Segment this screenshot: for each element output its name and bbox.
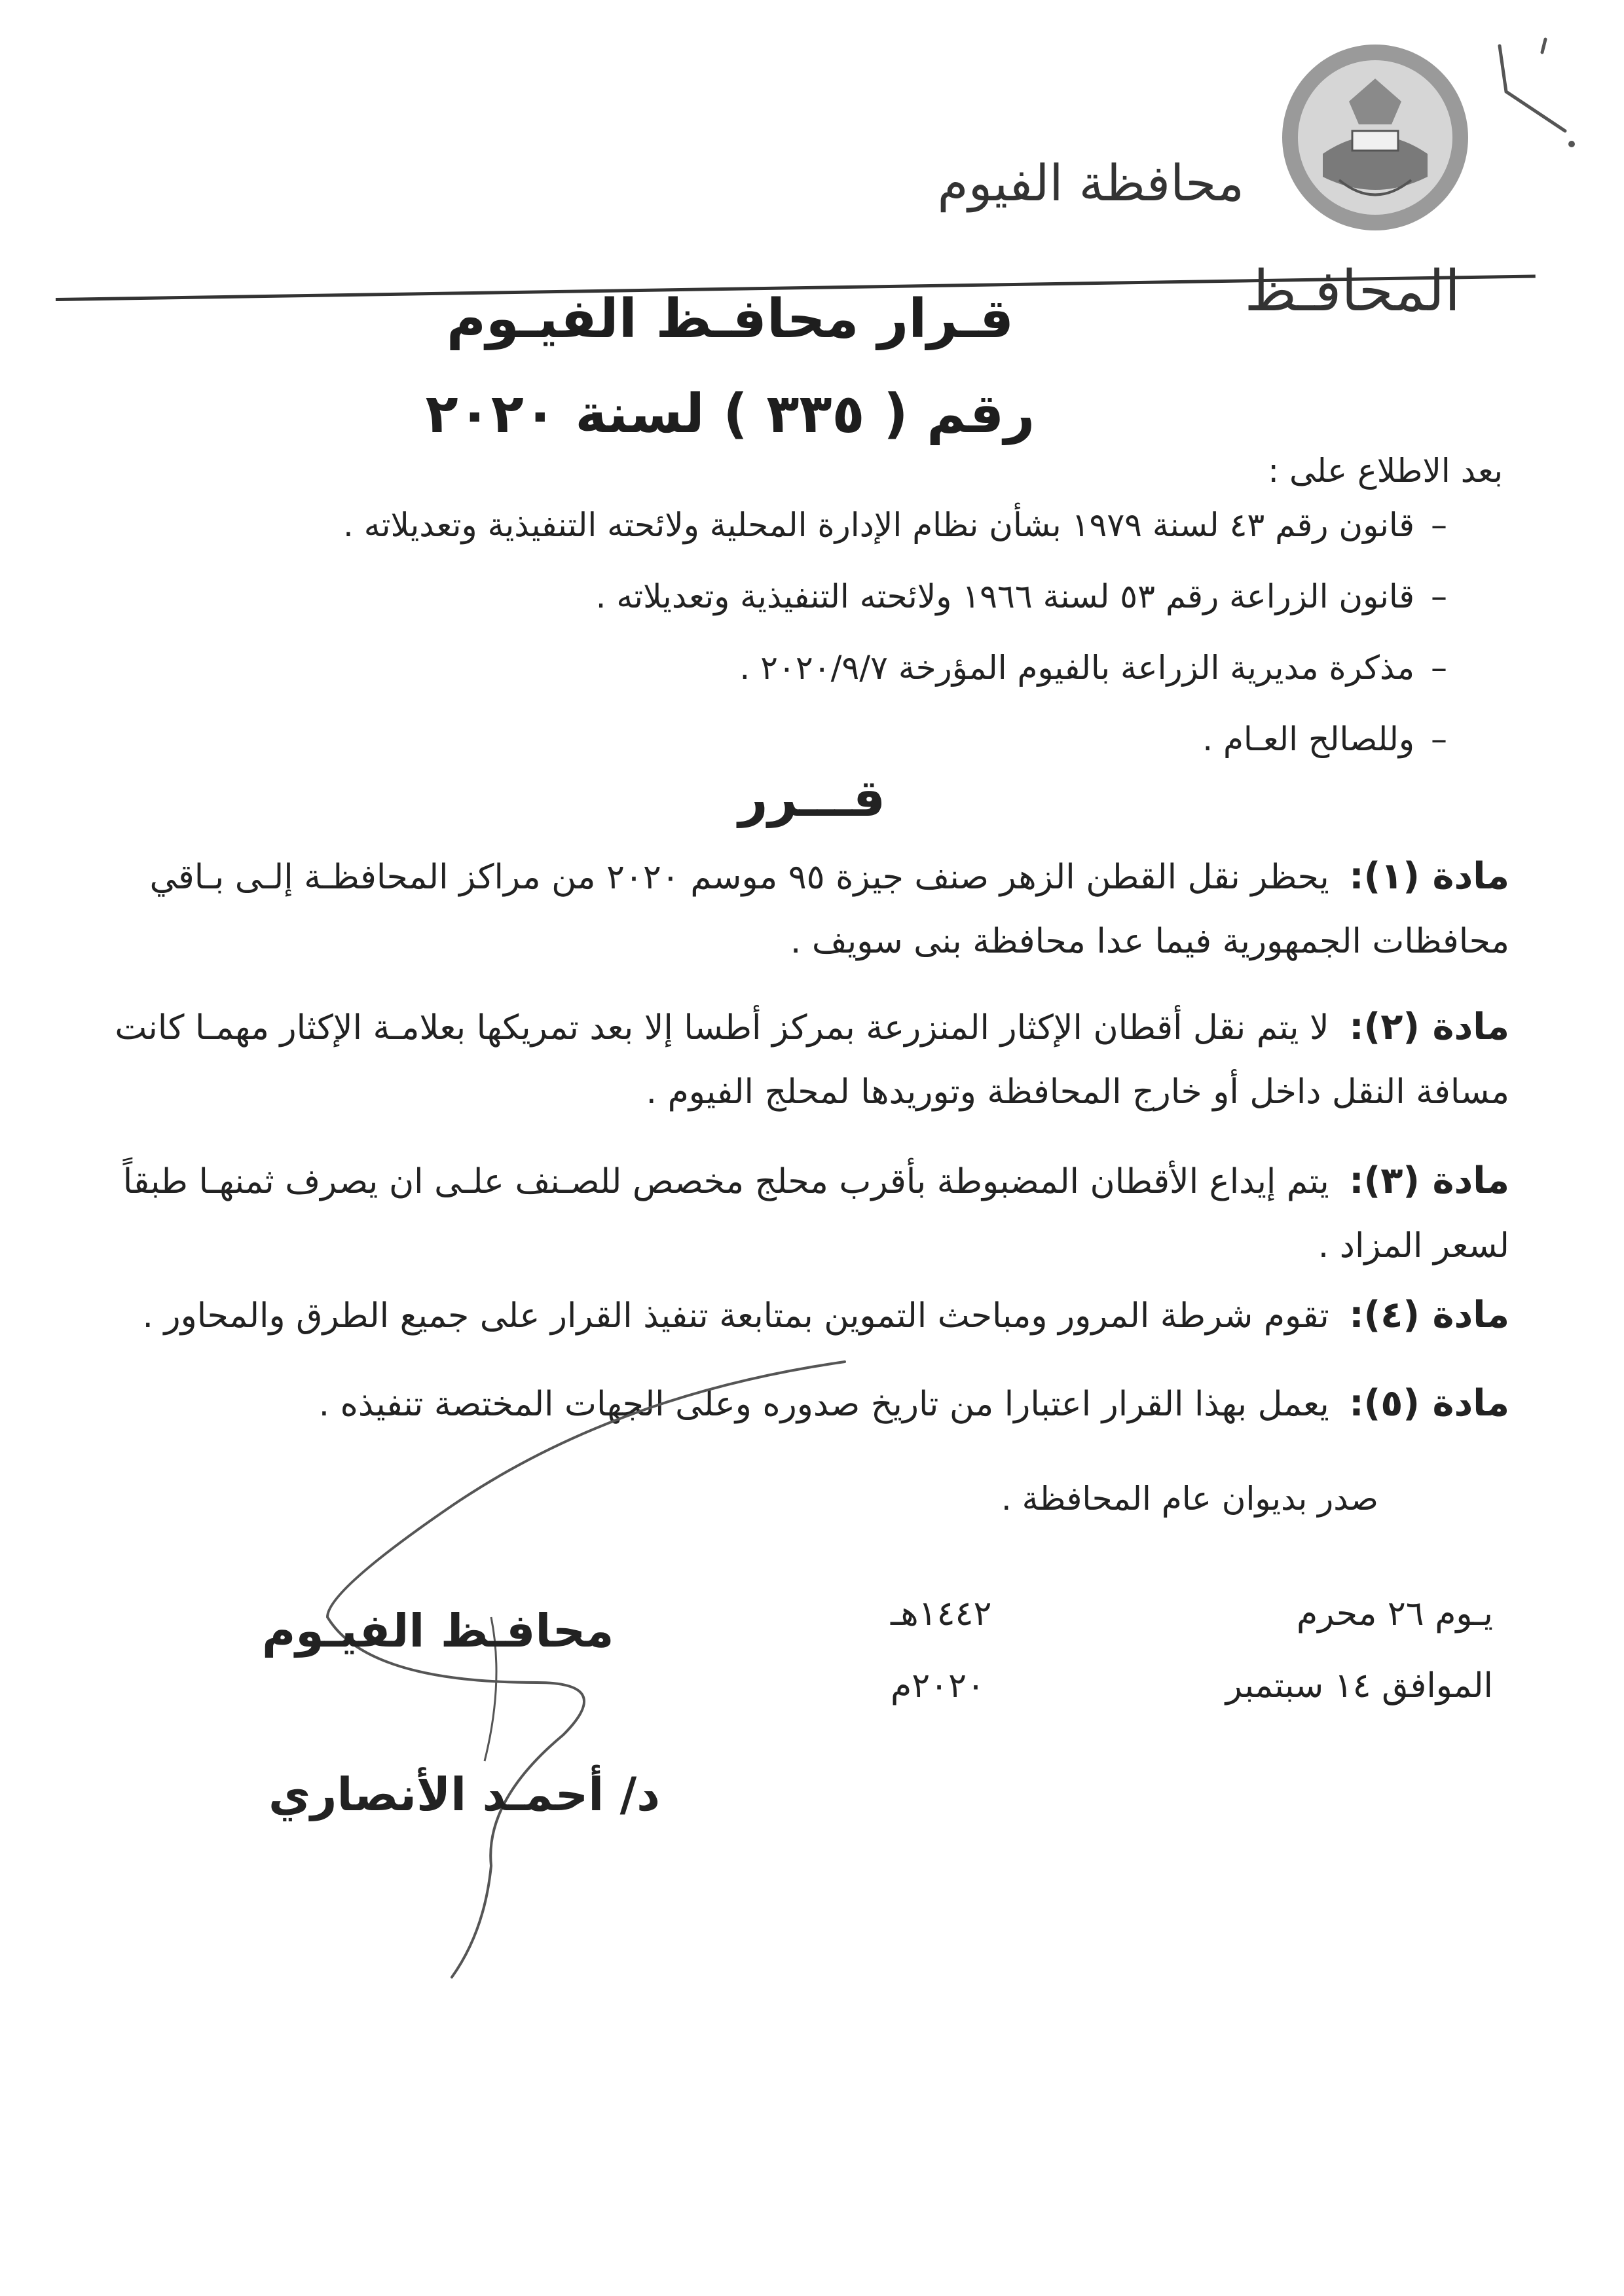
article-text: لا يتم نقل أقطان الإكثار المنزرعة بمركز أطسا إلا بعد تمريكها بعلامـة الإكثار مهمـا كانت مسافة النقل داخل أو خارج المحافظة وتوريدها لمحلج الفيوم . bbox=[115, 1008, 1509, 1112]
article-label: مادة (٣): bbox=[1349, 1159, 1509, 1202]
governorate-name: محافظة الفيوم bbox=[937, 154, 1244, 212]
gregorian-day-month: الموافق ١٤ سبتمبر bbox=[1225, 1666, 1493, 1705]
signatory-title: محافـظ الفيـوم bbox=[262, 1604, 614, 1658]
hijri-year: ١٤٤٢هـ bbox=[891, 1594, 992, 1633]
issued-at: صدر بديوان عام المحافظة . bbox=[1001, 1480, 1378, 1518]
article-1 bbox=[62, 845, 1509, 974]
preamble-item: – وللصالح العـام . bbox=[138, 718, 1447, 760]
article-4 bbox=[62, 1283, 1509, 1348]
signatory-name: د/ أحمـد الأنصاري bbox=[268, 1768, 661, 1821]
gregorian-year: ٢٠٢٠م bbox=[891, 1666, 985, 1705]
preamble-list bbox=[138, 504, 1447, 790]
hijri-day-month: يـوم ٢٦ محرم bbox=[1297, 1594, 1493, 1633]
preamble-item: – قانون الزراعة رقم ٥٣ لسنة ١٩٦٦ ولائحته التنفيذية وتعديلاته . bbox=[138, 575, 1447, 617]
article-3 bbox=[62, 1149, 1509, 1278]
office-title: المحافـظ bbox=[1244, 259, 1460, 324]
decree-title: قـرار محافـظ الفيـوم bbox=[446, 288, 1014, 350]
preamble-item: – قانون رقم ٤٣ لسنة ١٩٧٩ بشأن نظام الإدارة المحلية ولائحته التنفيذية وتعديلاته . bbox=[138, 504, 1447, 546]
article-text: يتم إيداع الأقطان المضبوطة بأقرب محلج مخصص للصـنف علـى ان يصرف ثمنهـا طبقاً لسعر المزاد . bbox=[122, 1162, 1509, 1266]
article-text: يعمل بهذا القرار اعتبارا من تاريخ صدوره وعلى الجهات المختصة تنفيذه . bbox=[318, 1385, 1329, 1424]
article-label: مادة (٢): bbox=[1349, 1006, 1509, 1048]
preamble-item: – مذكرة مديرية الزراعة بالفيوم المؤرخة ٢٠٢٠/٩/٧ . bbox=[138, 647, 1447, 689]
hijri-date bbox=[891, 1578, 1493, 1650]
pen-mark-icon bbox=[1480, 33, 1585, 164]
article-label: مادة (٤): bbox=[1349, 1294, 1509, 1336]
article-text: يحظر نقل القطن الزهر صنف جيزة ٩٥ موسم ٢٠٢٠ من مراكز المحافظـة إلـى بـاقي محافظات الجمهورية فيما عدا محافظة بنى سويف . bbox=[149, 858, 1509, 961]
signature-icon bbox=[288, 1342, 877, 1997]
article-text: تقوم شرطة المرور ومباحث التموين بمتابعة تنفيذ القرار على جميع الطرق والمحاور . bbox=[142, 1296, 1329, 1336]
preamble-intro: بعد الاطلاع على : bbox=[1268, 452, 1503, 490]
article-label: مادة (١): bbox=[1349, 855, 1509, 898]
date-block bbox=[891, 1578, 1493, 1722]
resolved-heading: قـــرر bbox=[738, 769, 886, 828]
gregorian-date bbox=[891, 1650, 1493, 1722]
decree-number: رقم ( ٣٣٥ ) لسنة ٢٠٢٠ bbox=[425, 383, 1035, 445]
article-2 bbox=[62, 995, 1509, 1124]
article-label: مادة (٥): bbox=[1349, 1382, 1509, 1425]
governorate-seal-icon bbox=[1277, 39, 1473, 236]
